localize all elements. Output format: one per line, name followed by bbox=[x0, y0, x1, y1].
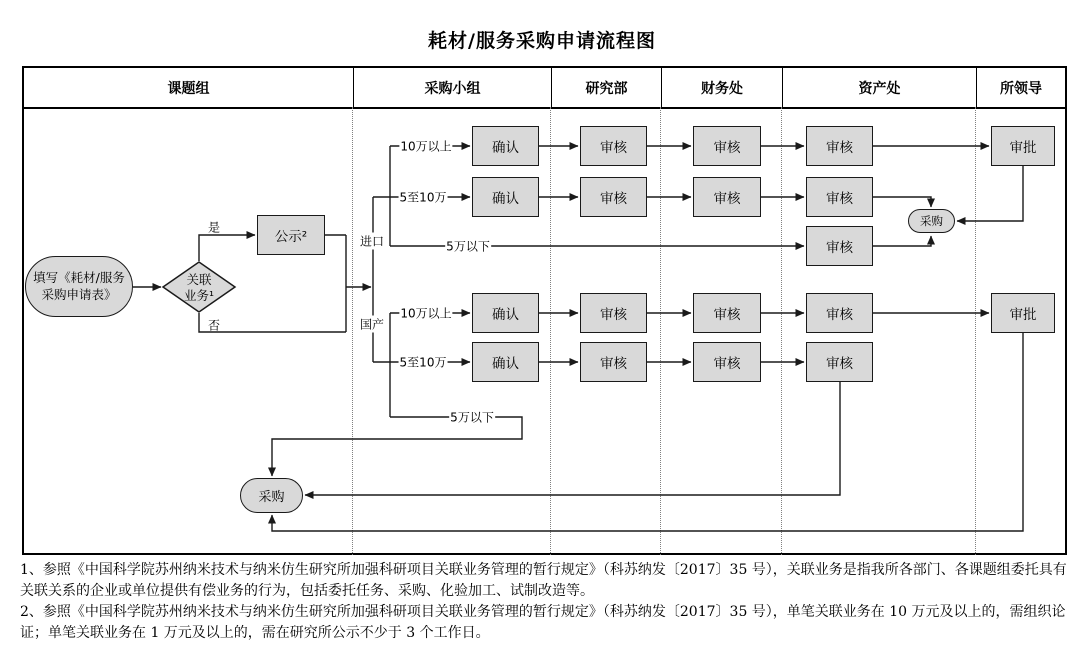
label-domestic: 国产 bbox=[359, 317, 385, 332]
review-box-assets-r4: 审核 bbox=[806, 293, 873, 333]
footnote-1: 1、参照《中国科学院苏州纳米技术与纳米仿生研究所加强科研项目关联业务管理的暂行规定》（科苏纳发〔2017〕35 号），关联业务是指我所各部门、各课题组委托具有关联关系的企业或单位提供有偿业务的行为，包括委托任务、采购、化验加工、试制改造等。 bbox=[20, 562, 1067, 599]
edge-decision-no bbox=[199, 313, 346, 332]
label-import-over100k: 10万以上 bbox=[400, 139, 452, 154]
page-title: 耗材/服务采购申请流程图 bbox=[428, 30, 656, 52]
label-domestic-under50k: 5万以下 bbox=[450, 410, 494, 425]
lane-header-project-group: 课题组 bbox=[24, 68, 354, 107]
review-box-finance-r1: 审核 bbox=[693, 126, 761, 166]
review-box-finance-r2: 审核 bbox=[693, 177, 761, 217]
label-import-50k-100k: 5至10万 bbox=[399, 190, 447, 205]
confirm-box-import-50k-100k: 确认 bbox=[472, 177, 539, 217]
edge-decision-yes-to-publicity bbox=[199, 235, 255, 261]
confirm-box-import-over100k: 确认 bbox=[472, 126, 539, 166]
label-import: 进口 bbox=[359, 234, 385, 249]
review-box-finance-r4: 审核 bbox=[693, 293, 761, 333]
footnote-2: 2、参照《中国科学院苏州纳米技术与纳米仿生研究所加强科研项目关联业务管理的暂行规定》（科苏纳发〔2017〕35 号），单笔关联业务在 10 万元及以上的，需组织论证；单笔关联业务在 1 万元及以上的，需在研究所公示不少于 3 个工作日。 bbox=[20, 604, 1066, 641]
label-import-under50k: 5万以下 bbox=[446, 239, 490, 254]
edge-domestic-under50k-to-procure bbox=[272, 417, 522, 476]
node-procure-assets: 采购 bbox=[908, 209, 955, 233]
lane-header-research-dept: 研究部 bbox=[552, 68, 662, 107]
review-box-research-r4: 审核 bbox=[580, 293, 647, 333]
node-publicity-box: 公示² bbox=[257, 215, 325, 255]
edge-r2-assets-to-procure bbox=[873, 197, 931, 207]
label-no: 否 bbox=[207, 318, 221, 333]
node-start-fill-application-form: 填写《耗材/服务采购申请表》 bbox=[25, 256, 133, 317]
approve-box-domestic-over100k: 审批 bbox=[991, 293, 1055, 333]
lane-header-institute-leaders: 所领导 bbox=[1000, 80, 1042, 97]
review-box-assets-r5: 审核 bbox=[806, 342, 873, 382]
node-procure-final: 采购 bbox=[240, 478, 303, 513]
review-box-research-r1: 审核 bbox=[580, 126, 647, 166]
lane-header-procurement-team: 采购小组 bbox=[354, 68, 552, 107]
review-box-research-r5: 审核 bbox=[580, 342, 647, 382]
label-yes: 是 bbox=[207, 220, 221, 235]
lane-header-finance-office: 财务处 bbox=[662, 68, 783, 107]
edge-r3-assets-to-procure bbox=[873, 236, 931, 246]
node-decision-related-business-label: 关联业务¹ bbox=[183, 272, 214, 303]
review-box-assets-r3: 审核 bbox=[806, 226, 873, 266]
confirm-box-domestic-50k-100k: 确认 bbox=[472, 342, 539, 382]
edge-r1-approve-to-procure bbox=[957, 166, 1023, 221]
lane-header-assets-office: 资产处 bbox=[783, 68, 977, 107]
review-box-research-r2: 审核 bbox=[580, 177, 647, 217]
review-box-finance-r5: 审核 bbox=[693, 342, 761, 382]
label-domestic-over100k: 10万以上 bbox=[400, 306, 452, 321]
review-box-assets-r1: 审核 bbox=[806, 126, 873, 166]
approve-box-import-over100k: 审批 bbox=[991, 126, 1055, 166]
label-domestic-50k-100k: 5至10万 bbox=[399, 355, 447, 370]
review-box-assets-r2: 审核 bbox=[806, 177, 873, 217]
confirm-box-domestic-over100k: 确认 bbox=[472, 293, 539, 333]
